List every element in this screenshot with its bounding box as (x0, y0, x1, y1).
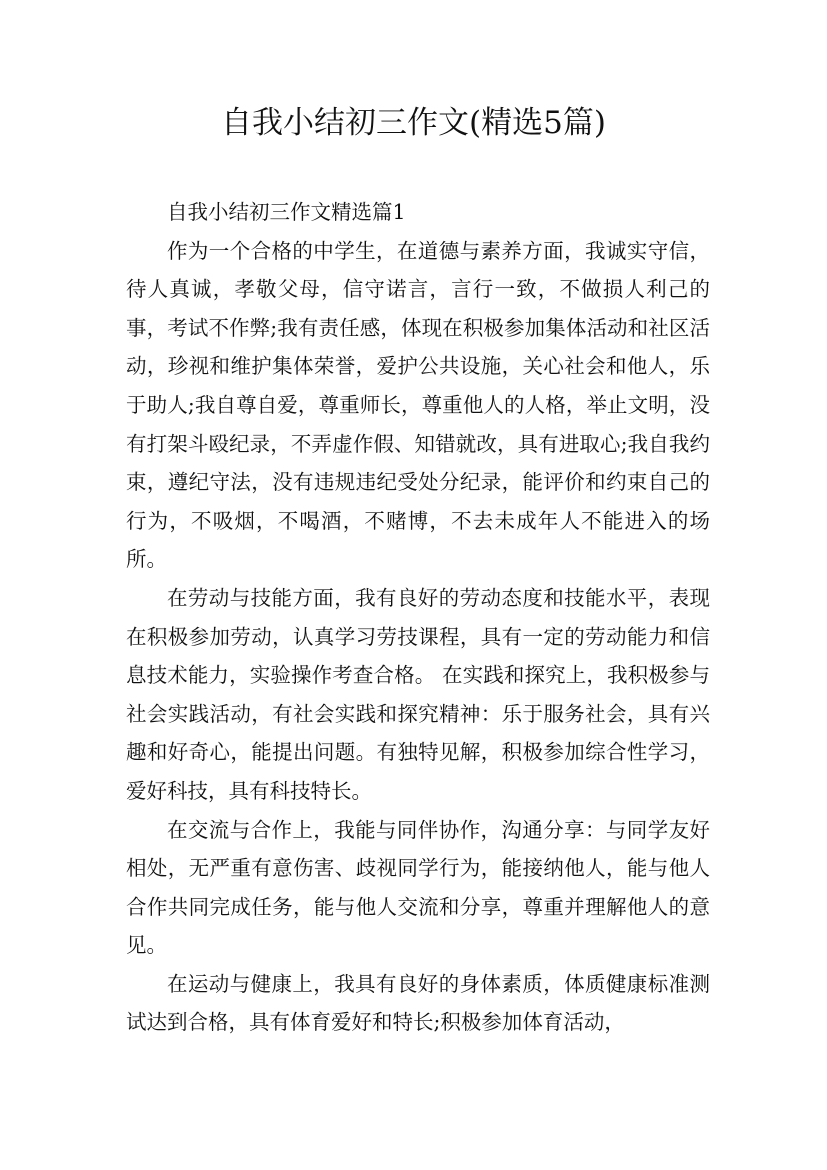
paragraph-communication: 在交流与合作上，我能与同伴协作，沟通分享：与同学友好相处，无严重有意伤害、歧视同学行为，能接纳他人，能与他人合作共同完成任务，能与他人交流和分享，尊重并理解他人的意见。 (126, 817, 710, 958)
section-heading: 自我小结初三作文精选篇1 (167, 200, 406, 224)
document-title: 自我小结初三作文(精选5篇) (221, 105, 606, 141)
paragraph-morality: 作为一个合格的中学生，在道德与素养方面，我诚实守信，待人真诚，孝敬父母，信守诺言，言行一致，不做损人利己的事，考试不作弊;我有责任感，体现在积极参加集体活动和社区活动，珍视和维护集体荣誉，爱护公共设施，关心社会和他人，乐于助人;我自尊自爱，尊重师长，尊重他人的人格，举止文明，没有打架斗殴纪录，不弄虚作假、知错就改，具有进取心;我自我约束，遵纪守法，没有违规违纪受处分纪录，能评价和约束自己的行为，不吸烟，不喝酒，不赌博，不去未成年人不能进入的场所。 (126, 238, 710, 572)
paragraph-labor-skills: 在劳动与技能方面，我有良好的劳动态度和技能水平，表现在积极参加劳动，认真学习劳技课程，具有一定的劳动能力和信息技术能力，实验操作考查合格。 在实践和探究上，我积极参与社会实践活动，有社会实践和探究精神：乐于服务社会，具有兴趣和好奇心，能提出问题。有独特见解，积极参加综合性学习，爱好科技，具有科技特长。 (126, 585, 710, 803)
paragraph-sports-health: 在运动与健康上，我具有良好的身体素质，体质健康标准测试达到合格，具有体育爱好和特长;积极参加体育活动， (126, 971, 710, 1035)
document-body (126, 193, 710, 1042)
